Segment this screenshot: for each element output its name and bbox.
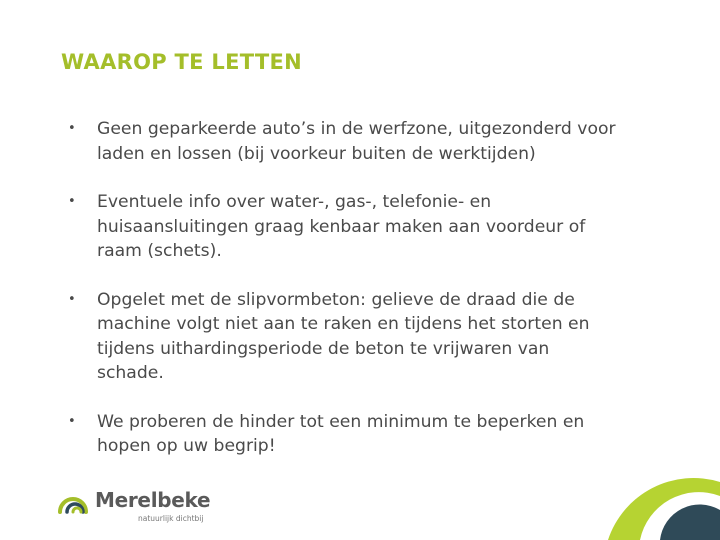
bullet-list	[66, 117, 711, 483]
bullet-marker: •	[68, 413, 76, 429]
logo-tagline: natuurlijk dichtbij	[138, 514, 204, 523]
bullet-line: laden en lossen (bij voorkeur buiten de werktijden)	[97, 143, 536, 164]
bullet-line: We proberen de hinder tot een minimum te beperken en	[97, 411, 585, 432]
slide-title: WAAROP TE LETTEN	[61, 50, 303, 74]
bullet-line: huisaansluitingen graag kenbaar maken aan voordeur of	[97, 216, 586, 237]
bullet-line: tijdens uithardingsperiode de beton te vrijwaren van	[97, 338, 550, 359]
bullet-line: Opgelet met de slipvormbeton: gelieve de draad die de	[97, 289, 575, 310]
bullet-item-2	[66, 190, 711, 264]
bullet-line: Geen geparkeerde auto’s in de werfzone, uitgezonderd voor	[97, 119, 616, 139]
corner-decoration-icon	[600, 470, 720, 540]
bullet-item-3	[66, 288, 711, 386]
bullet-marker: •	[68, 121, 76, 136]
bullet-marker: •	[68, 194, 76, 209]
bullet-line: machine volgt niet aan te raken en tijdens het storten en	[97, 314, 590, 334]
bullet-marker: •	[68, 291, 76, 307]
bullet-item-4	[66, 410, 711, 459]
bullet-line: Eventuele info over water-, gas-, telefonie- en	[97, 192, 492, 212]
logo-wordmark: Merelbeke	[95, 488, 211, 512]
bullet-line: schade.	[97, 363, 164, 383]
logo-arcs-icon	[58, 492, 94, 516]
bullet-line: hopen op uw begrip!	[97, 436, 276, 456]
merelbeke-logo	[58, 488, 211, 526]
bullet-line: raam (schets).	[97, 241, 222, 261]
bullet-item-1	[66, 117, 711, 166]
